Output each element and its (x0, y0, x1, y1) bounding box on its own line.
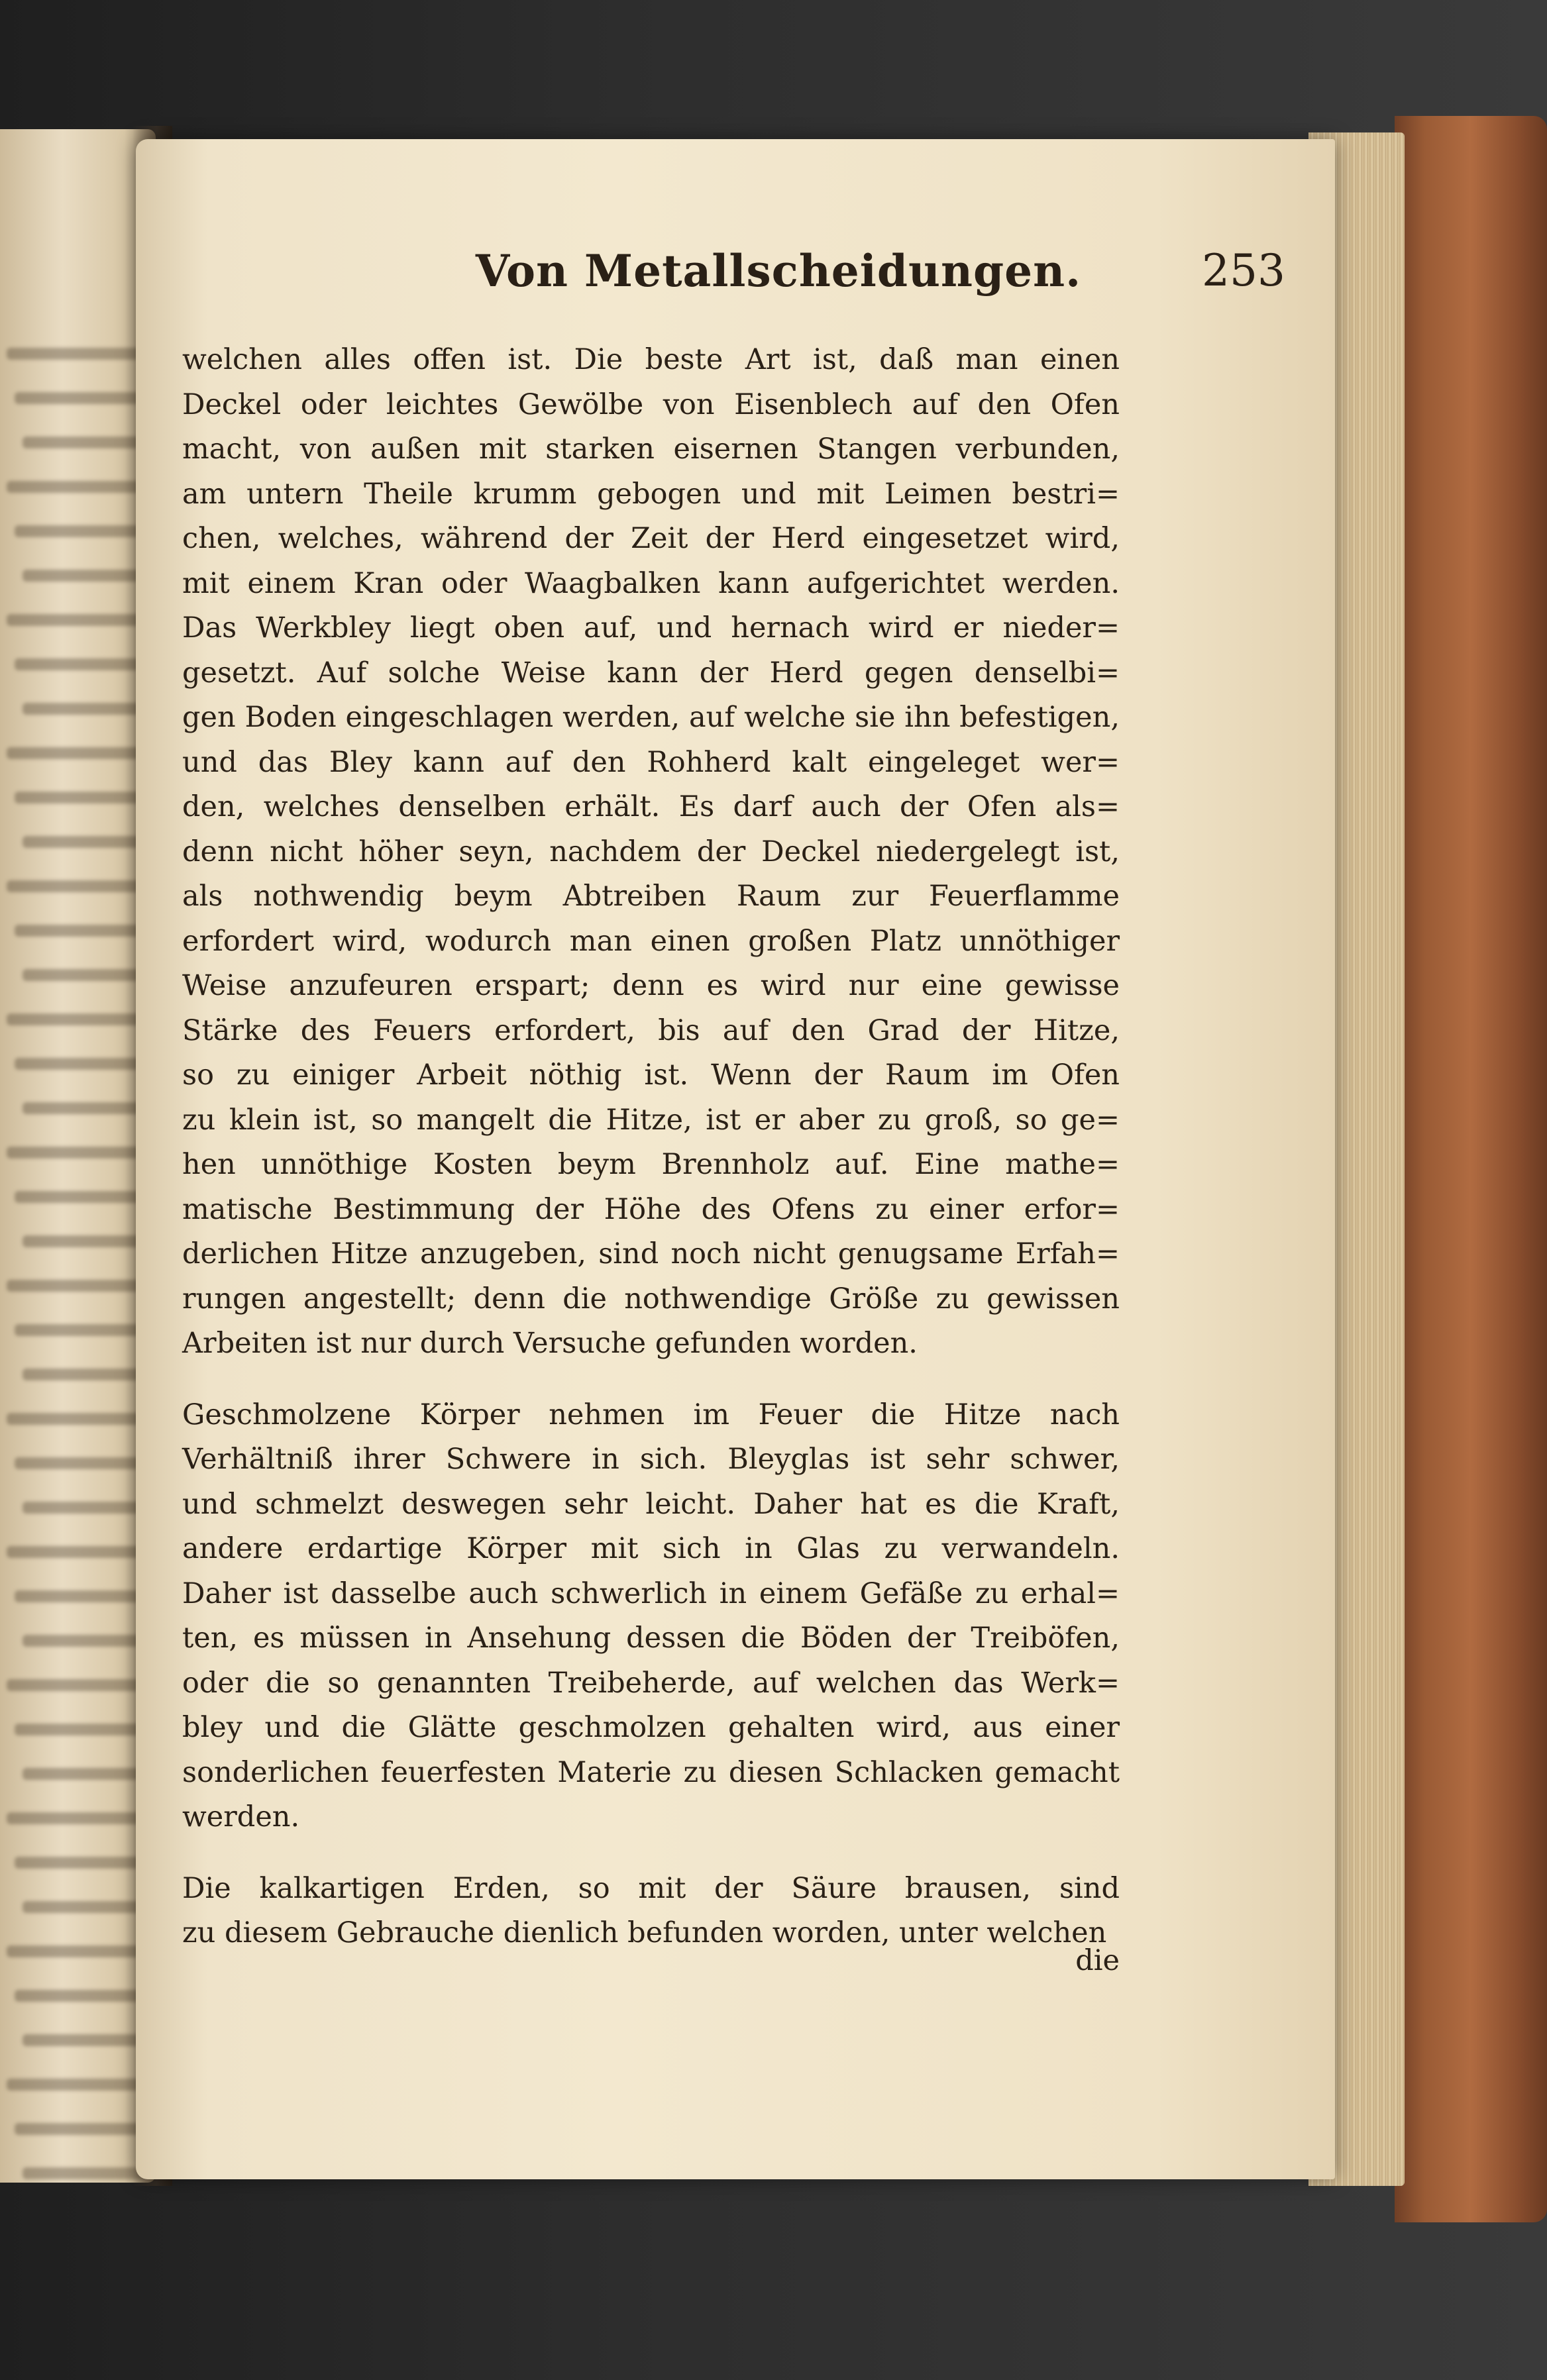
text-line: Weise anzufeuren erspart; denn es wird nur eine gewisse (182, 969, 1120, 1002)
facing-page-blur-line (7, 880, 150, 892)
facing-page-blur-line (15, 1990, 150, 2002)
text-line: gen Boden eingeschlagen werden, auf welche sie ihn befestigen, (182, 701, 1120, 734)
facing-page-blur-line (7, 1280, 150, 1292)
text-line: Das Werkbley liegt oben auf, und hernach wird er nieder= (182, 611, 1120, 645)
facing-page-blur-line (23, 1369, 150, 1380)
facing-page-blur-line (23, 1901, 150, 1913)
text-line: zu diesem Gebrauche dienlich befunden worden, unter welchen (182, 1916, 1107, 1949)
text-line: oder die so genannten Treibeherde, auf welchen das Werk= (182, 1666, 1120, 1700)
facing-page-blur-line (15, 392, 150, 404)
facing-page-blur-line (23, 570, 150, 582)
text-line: als nothwendig beym Abtreiben Raum zur Feuerflamme (182, 880, 1120, 913)
text-line: macht, von außen mit starken eisernen Stangen verbunden, (182, 433, 1120, 466)
facing-page-blur-line (7, 1679, 150, 1691)
facing-page-blur-line (7, 1945, 150, 1957)
text-line: Geschmolzene Körper nehmen im Feuer die Hitze nach (182, 1398, 1120, 1431)
text-line: am untern Theile krumm gebogen und mit Leimen bestri= (182, 477, 1120, 511)
facing-page-blur-line (15, 525, 150, 537)
facing-page-blur-line (15, 925, 150, 937)
facing-page-blur-line (23, 437, 150, 448)
text-line: Die kalkartigen Erden, so mit der Säure brausen, sind (182, 1871, 1120, 1905)
page-header (252, 245, 1305, 318)
facing-page-blur-line (7, 747, 150, 759)
facing-page-blur-line (23, 1768, 150, 1780)
facing-page-blur-line (15, 1457, 150, 1469)
facing-page-blur-line (15, 1724, 150, 1735)
text-line: derlichen Hitze anzugeben, sind noch nicht genugsame Erfah= (182, 1237, 1120, 1270)
facing-page-blur-line (23, 1235, 150, 1247)
facing-page-blur-line (15, 792, 150, 803)
facing-page-blur-line (15, 2123, 150, 2135)
text-line: denn nicht höher seyn, nachdem der Deckel niedergelegt ist, (182, 835, 1120, 868)
facing-page-blur-line (7, 1413, 150, 1425)
text-line: und schmelzt deswegen sehr leicht. Daher hat es die Kraft, (182, 1487, 1120, 1521)
text-line: und das Bley kann auf den Rohherd kalt eingeleget wer= (182, 745, 1120, 779)
text-line: Verhältniß ihrer Schwere in sich. Bleyglas ist sehr schwer, (182, 1443, 1120, 1476)
text-line: mit einem Kran oder Waagbalken kann aufgerichtet werden. (182, 566, 1120, 600)
text-line: zu klein ist, so mangelt die Hitze, ist er aber zu groß, so ge= (182, 1103, 1120, 1137)
text-line: hen unnöthige Kosten beym Brennholz auf. Eine mathe= (182, 1148, 1120, 1181)
facing-page-blur-line (23, 1635, 150, 1647)
facing-page-blur-line (15, 1857, 150, 1869)
text-line: bley und die Glätte geschmolzen gehalten wird, aus einer (182, 1711, 1120, 1744)
facing-page-blur-line (23, 1102, 150, 1114)
text-line: ten, es müssen in Ansehung dessen die Böden der Treiböfen, (182, 1622, 1120, 1655)
text-line: gesetzt. Auf solche Weise kann der Herd gegen denselbi= (182, 656, 1120, 690)
text-line: sonderlichen feuerfesten Materie zu diesen Schlacken gemacht (182, 1755, 1120, 1789)
facing-page-blur-line (7, 1546, 150, 1558)
facing-page-blur-line (7, 1812, 150, 1824)
facing-page-blur-line (23, 703, 150, 715)
facing-page-blur-line (7, 614, 150, 626)
facing-page-blur-line (15, 1058, 150, 1070)
text-line: Daher ist dasselbe auch schwerlich in einem Gefäße zu erhal= (182, 1577, 1120, 1610)
text-line: Arbeiten ist nur durch Versuche gefunden worden. (182, 1327, 918, 1360)
paragraph (182, 1867, 1120, 1956)
facing-page-blur-line (23, 2167, 150, 2179)
text-line: Deckel oder leichtes Gewölbe von Eisenblech auf den Ofen (182, 388, 1120, 421)
text-line: matische Bestimmung der Höhe des Ofens zu einer erfor= (182, 1192, 1120, 1226)
facing-page-blur-line (23, 969, 150, 981)
facing-page-blur-line (23, 1502, 150, 1514)
text-line: rungen angestellt; denn die nothwendige Größe zu gewissen (182, 1282, 1120, 1316)
facing-page-blur-line (15, 658, 150, 670)
text-line: so zu einiger Arbeit nöthig ist. Wenn der Raum im Ofen (182, 1059, 1120, 1092)
paragraph (182, 1393, 1120, 1840)
facing-page-blur-line (15, 1191, 150, 1203)
text-line: welchen alles offen ist. Die beste Art ist, daß man einen (182, 343, 1120, 376)
paragraph (182, 338, 1120, 1367)
facing-page-blur-line (15, 1324, 150, 1336)
facing-page-blur-line (7, 2079, 150, 2091)
text-line: Stärke des Feuers erfordert, bis auf den Grad der Hitze, (182, 1013, 1120, 1047)
facing-page-blur-line (7, 348, 150, 360)
facing-page-blur-line (7, 1013, 150, 1025)
facing-page-blur-line (23, 2034, 150, 2046)
catchword: die (1075, 1944, 1120, 1977)
text-line: erfordert wird, wodurch man einen großen Platz unnöthiger (182, 924, 1120, 958)
facing-page-blur-line (15, 1590, 150, 1602)
text-line: chen, welches, während der Zeit der Herd eingesetzet wird, (182, 522, 1120, 555)
text-line: den, welches denselben erhält. Es darf auch der Ofen als= (182, 790, 1120, 823)
text-line: andere erdartige Körper mit sich in Glas zu verwandeln. (182, 1532, 1120, 1565)
book-cover (1395, 116, 1547, 2222)
facing-page-blur-line (7, 1147, 150, 1159)
body-text (182, 338, 1120, 1956)
facing-page-blur-line (23, 836, 150, 848)
running-title: Von Metallscheidungen. (475, 245, 1082, 297)
facing-page-blur-line (7, 481, 150, 493)
text-line: werden. (182, 1800, 300, 1834)
page-number: 253 (1202, 245, 1285, 296)
